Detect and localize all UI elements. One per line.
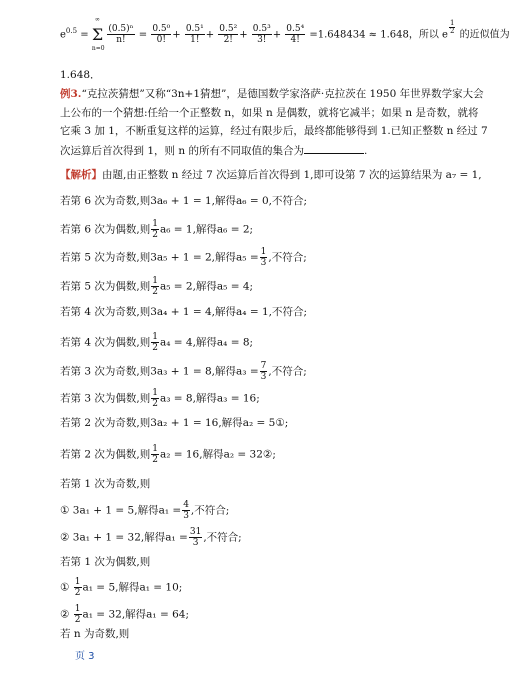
result-frac-den: 3	[260, 258, 267, 268]
case-res: a₁ =	[165, 531, 188, 544]
half-frac	[151, 219, 159, 240]
step-mid: ,解得	[218, 417, 243, 429]
case-frac-num: 4	[183, 500, 189, 510]
case-mark: ①	[60, 581, 73, 594]
case-mid: ,解得	[121, 608, 147, 621]
half-frac-num: 1	[152, 444, 158, 454]
half-frac-num: 1	[152, 219, 158, 229]
step-eq: 3a₆ + 1 = 1	[150, 195, 212, 207]
formula-term-4: $\frac{\text{0.5⁴}}{4!}$	[286, 24, 305, 46]
half-frac-den: 2	[152, 343, 158, 353]
step-pre: 若第 6 次为奇数,则	[60, 195, 151, 207]
half-frac	[151, 276, 159, 297]
analysis-label: 【解析】	[60, 169, 102, 181]
step-pre: 若第 2 次为奇数,则	[60, 417, 151, 429]
step-res: a₆ = 2	[216, 223, 250, 236]
last-line: 若 n 为奇数,则	[60, 628, 130, 640]
step-pre: 若第 2 次为偶数,则	[60, 448, 151, 461]
analysis-line	[60, 168, 482, 182]
case-res: a₁ = 10	[139, 581, 179, 594]
step-eq: 3a₅ + 1 = 2	[150, 251, 212, 264]
sigma-symbol: Σ ∞ n=0	[91, 16, 105, 53]
formula-lhs: e	[60, 29, 66, 41]
half-frac	[151, 444, 159, 465]
case-eq: a₁ = 32	[82, 608, 122, 621]
even-case	[60, 577, 182, 598]
formula-term-2: $\frac{\text{0.5²}}{2!}$	[219, 24, 238, 46]
half-frac-num: 1	[152, 332, 158, 342]
case-eq: 3a₁ + 1 = 32	[72, 531, 141, 544]
step-res: a₆ = 0	[236, 195, 269, 207]
step-eq: a₆ = 1	[159, 223, 193, 236]
result-frac	[260, 361, 268, 382]
step-post: ①;	[275, 417, 289, 429]
half-frac-num: 1	[74, 577, 81, 587]
example-text-4: 次运算后首次得到 1，则 n 的所有不同取值的集合为	[60, 145, 304, 157]
analysis-text: 由题,由正整数 n 经过 7 次运算后首次得到 1,即可设第 7 次的运算结果为 a₇ = 1,	[102, 169, 482, 181]
example-line-4: 次运算后首次得到 1，则 n 的所有不同取值的集合为 .	[60, 145, 368, 157]
case-frac-den: 3	[192, 538, 199, 548]
step-mid: ,解得	[192, 223, 217, 236]
step-res: a₄ = 1	[236, 306, 269, 318]
step-post: ,不符合;	[268, 365, 307, 378]
step-mid: ,解得	[211, 251, 237, 264]
step-post: ,不符合;	[268, 251, 307, 264]
step-post: ;	[249, 280, 254, 293]
step-eq: 3a₃ + 1 = 8	[150, 365, 212, 378]
result-frac-num: 1	[260, 247, 267, 257]
example-label: 例3.	[60, 88, 82, 100]
step-res: a₂ = 32	[223, 448, 263, 461]
step-post: ;	[256, 392, 260, 405]
line-1648: 1.648．	[60, 69, 101, 81]
odd-case	[60, 527, 242, 548]
odd-case	[60, 500, 229, 521]
half-frac	[151, 332, 159, 353]
formula-lhs-exp: 0.5	[65, 27, 78, 35]
half-frac	[74, 604, 82, 625]
step-post: ,不符合;	[268, 306, 308, 318]
step-res: a₃ =	[236, 365, 259, 378]
first-even-line: 若第 1 次为偶数,则	[60, 556, 151, 568]
half-frac-den: 2	[152, 399, 158, 409]
case-frac	[189, 527, 202, 548]
step-pre: 若第 5 次为奇数,则	[60, 251, 151, 264]
case-post: ;	[185, 608, 190, 621]
step-eq: 3a₄ + 1 = 4	[150, 306, 212, 318]
step-pre: 若第 5 次为偶数,则	[60, 280, 151, 293]
solution-step	[60, 388, 260, 409]
step-res: a₅ =	[236, 251, 259, 264]
step-mid: ,解得	[192, 336, 217, 349]
case-res: a₁ =	[158, 504, 182, 517]
step-post: ②;	[262, 448, 276, 461]
half-frac-den: 2	[152, 455, 158, 465]
even-case	[60, 604, 189, 625]
step-res: a₃ = 16	[216, 392, 257, 405]
case-frac	[182, 500, 190, 521]
step-mid: ,解得	[211, 195, 237, 207]
step-post: ,不符合;	[268, 195, 308, 207]
step-eq: a₂ = 16	[159, 448, 200, 461]
case-eq: 3a₁ + 1 = 5	[72, 504, 135, 517]
solution-step	[60, 305, 307, 319]
case-frac-num: 31	[189, 527, 202, 537]
case-res: a₁ = 64	[146, 608, 186, 621]
half-frac-num: 1	[152, 276, 158, 286]
answer-blank	[304, 143, 364, 154]
taylor-formula: $e^{0.5} = \Sigma$ ∞ n=0 $\frac{\text{(0.5)ⁿ}}{n!}$ = $\frac{\text{0.5⁰}}{0!}$ + $\frac{\text{0.5¹}}{1!}$ + $\frac{\text{0.5²}}{2!}$ + $\frac{\text{0.5³}}{3!}$ + $\frac{\text{0.5⁴}}{4!}$ =1.648434 ≈ 1.648，所以 e $\frac{1}{2}$ 的近似值为	[60, 16, 510, 53]
step-mid: ,解得	[199, 448, 224, 461]
formula-tail-exp: $\frac{1}{2}$	[449, 19, 455, 35]
half-frac-den: 2	[74, 588, 81, 598]
solution-step	[60, 444, 276, 465]
half-frac-den: 2	[152, 287, 158, 297]
solution-step	[60, 219, 253, 240]
formula-term-1: $\frac{\text{0.5¹}}{1!}$	[185, 24, 204, 46]
solution-step	[60, 194, 307, 208]
solution-step	[60, 361, 307, 382]
case-frac-den: 3	[183, 511, 189, 521]
result-frac	[260, 247, 268, 268]
step-pre: 若第 4 次为偶数,则	[60, 336, 151, 349]
formula-term: $\frac{\text{(0.5)ⁿ}}{n!}$	[108, 24, 134, 46]
case-mark: ①	[60, 504, 73, 517]
step-res: a₄ = 8	[216, 336, 250, 349]
step-res: a₅ = 4	[216, 280, 250, 293]
case-mid: ,解得	[140, 531, 166, 544]
case-mark: ②	[60, 531, 73, 544]
half-frac	[74, 577, 82, 598]
result-frac-den: 3	[260, 372, 267, 382]
formula-tail: 的近似值为	[459, 29, 510, 41]
example-line-1	[60, 87, 484, 101]
half-frac	[151, 388, 159, 409]
step-pre: 若第 4 次为奇数,则	[60, 306, 151, 318]
step-eq: a₄ = 4	[159, 336, 193, 349]
formula-result: =1.648434 ≈ 1.648，所以	[309, 29, 439, 41]
example-text-1: “克拉茨猜想”又称“3n+1猜想”，是德国数学家洛萨·克拉茨在 1950 年世界数学家大会	[81, 88, 484, 100]
case-mid: ,解得	[115, 581, 140, 594]
step-pre: 若第 3 次为偶数,则	[60, 392, 151, 405]
step-eq: a₃ = 8	[159, 392, 193, 405]
half-frac-den: 2	[152, 230, 158, 240]
solution-step	[60, 416, 288, 430]
step-mid: ,解得	[211, 365, 237, 378]
case-post: ,不符合;	[203, 531, 242, 544]
solution-step	[60, 276, 253, 297]
case-mark: ②	[60, 608, 73, 621]
case-post: ,不符合;	[190, 504, 230, 517]
half-frac-den: 2	[74, 615, 81, 625]
case-mid: ,解得	[134, 504, 159, 517]
solution-step	[60, 332, 253, 353]
step-pre: 若第 3 次为奇数,则	[60, 365, 151, 378]
formula-term-0: $\frac{\text{0.5⁰}}{0!}$	[152, 24, 171, 46]
half-frac-num: 1	[152, 388, 158, 398]
solution-step	[60, 247, 307, 268]
step-post: ;	[249, 336, 254, 349]
first-odd-line: 若第 1 次为奇数,则	[60, 478, 151, 490]
formula-term-3: $\frac{\text{0.5³}}{3!}$	[252, 24, 271, 46]
step-res: a₂ = 5	[242, 417, 276, 429]
step-post: ;	[249, 223, 254, 236]
case-eq: a₁ = 5	[82, 581, 116, 594]
step-mid: ,解得	[192, 392, 217, 405]
case-post: ;	[178, 581, 183, 594]
example-line-2: 上公布的一个猜想:任给一个正整数 n，如果 n 是偶数，就将它减半；如果 n 是奇数，就将	[60, 107, 479, 119]
example-line-3: 它乘 3 加 1，不断重复这样的运算，经过有限步后，最终都能够得到 1.已知正整数 n 经过 7	[60, 125, 488, 137]
step-pre: 若第 6 次为偶数,则	[60, 223, 151, 236]
page-number: 页 3	[75, 651, 95, 662]
step-eq: a₅ = 2	[159, 280, 193, 293]
half-frac-num: 1	[74, 604, 81, 614]
step-mid: ,解得	[211, 306, 237, 318]
step-mid: ,解得	[192, 280, 217, 293]
step-eq: 3a₂ + 1 = 16	[150, 417, 219, 429]
result-frac-num: 7	[260, 361, 267, 371]
